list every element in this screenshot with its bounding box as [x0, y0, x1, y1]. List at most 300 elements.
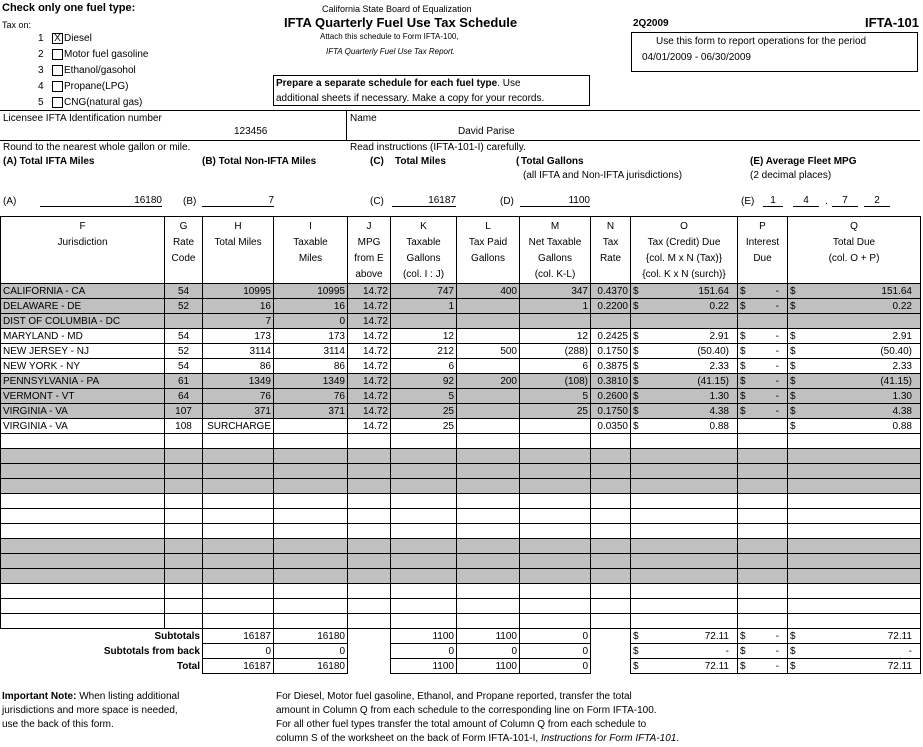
total-ifta-miles-value[interactable]: 16180 — [40, 195, 162, 207]
tax-paid-gallons-cell[interactable]: 200 — [457, 374, 520, 389]
mpg-cell[interactable] — [348, 584, 391, 599]
net-taxable-gallons-cell[interactable] — [520, 614, 591, 629]
total-miles-cell[interactable] — [203, 599, 274, 614]
rate-code-cell[interactable] — [165, 434, 203, 449]
interest-due-cell[interactable] — [738, 434, 788, 449]
tax-due-cell[interactable] — [631, 464, 738, 479]
rate-code-cell[interactable]: 52 — [165, 344, 203, 359]
tax-due-cell[interactable] — [631, 554, 738, 569]
total-miles-cell[interactable] — [203, 479, 274, 494]
tax-paid-gallons-cell[interactable] — [457, 359, 520, 374]
fuel-type-checkbox[interactable] — [52, 49, 63, 60]
mpg-cell[interactable]: 14.72 — [348, 344, 391, 359]
rate-code-cell[interactable]: 54 — [165, 359, 203, 374]
net-taxable-gallons-cell[interactable] — [520, 494, 591, 509]
jurisdiction-cell[interactable] — [1, 464, 165, 479]
interest-due-cell[interactable] — [738, 509, 788, 524]
total-miles-cell[interactable] — [203, 614, 274, 629]
taxable-miles-cell[interactable]: 86 — [274, 359, 348, 374]
jurisdiction-cell[interactable] — [1, 614, 165, 629]
tax-due-cell[interactable] — [631, 434, 738, 449]
taxable-gallons-cell[interactable]: 12 — [391, 329, 457, 344]
tax-paid-gallons-cell[interactable] — [457, 494, 520, 509]
taxable-gallons-cell[interactable] — [391, 584, 457, 599]
tax-rate-cell[interactable] — [591, 464, 631, 479]
tax-rate-cell[interactable] — [591, 434, 631, 449]
net-taxable-gallons-cell[interactable] — [520, 554, 591, 569]
total-miles-cell[interactable] — [203, 539, 274, 554]
taxable-miles-cell[interactable] — [274, 449, 348, 464]
rate-code-cell[interactable] — [165, 449, 203, 464]
taxable-gallons-cell[interactable] — [391, 434, 457, 449]
tax-rate-cell[interactable]: 0.2200 — [591, 299, 631, 314]
tax-paid-gallons-cell[interactable] — [457, 584, 520, 599]
jurisdiction-cell[interactable] — [1, 599, 165, 614]
jurisdiction-cell[interactable] — [1, 494, 165, 509]
tax-paid-gallons-cell[interactable] — [457, 329, 520, 344]
tax-rate-cell[interactable]: 0.3875 — [591, 359, 631, 374]
mpg-cell[interactable] — [348, 464, 391, 479]
tax-paid-gallons-cell[interactable] — [457, 464, 520, 479]
tax-rate-cell[interactable] — [591, 494, 631, 509]
total-due-cell[interactable] — [788, 314, 921, 329]
taxable-gallons-cell[interactable] — [391, 599, 457, 614]
total-miles-cell[interactable] — [203, 554, 274, 569]
taxable-gallons-cell[interactable]: 92 — [391, 374, 457, 389]
total-miles-cell[interactable] — [203, 449, 274, 464]
totals-q-cell[interactable] — [788, 644, 921, 659]
interest-due-cell[interactable] — [738, 449, 788, 464]
tax-paid-gallons-cell[interactable] — [457, 314, 520, 329]
tax-due-cell[interactable] — [631, 374, 738, 389]
taxable-gallons-cell[interactable] — [391, 509, 457, 524]
interest-due-cell[interactable] — [738, 389, 788, 404]
mpg-cell[interactable]: 14.72 — [348, 374, 391, 389]
tax-paid-gallons-cell[interactable] — [457, 404, 520, 419]
total-due-cell[interactable] — [788, 509, 921, 524]
total-miles-cell[interactable] — [203, 434, 274, 449]
tax-due-cell[interactable] — [631, 314, 738, 329]
total-miles-cell[interactable]: 10995 — [203, 284, 274, 299]
taxable-gallons-cell[interactable]: 25 — [391, 419, 457, 434]
total-miles-cell[interactable] — [203, 569, 274, 584]
total-miles-cell[interactable]: 1349 — [203, 374, 274, 389]
total-due-cell[interactable] — [788, 374, 921, 389]
interest-due-cell[interactable] — [738, 299, 788, 314]
taxable-miles-cell[interactable] — [274, 524, 348, 539]
interest-due-cell[interactable] — [738, 404, 788, 419]
tax-due-cell[interactable] — [631, 404, 738, 419]
total-miles-value[interactable]: 16187 — [392, 195, 456, 207]
tax-due-cell[interactable] — [631, 419, 738, 434]
total-due-cell[interactable] — [788, 479, 921, 494]
tax-paid-gallons-cell[interactable] — [457, 539, 520, 554]
interest-due-cell[interactable] — [738, 599, 788, 614]
interest-due-cell[interactable] — [738, 569, 788, 584]
mpg-cell[interactable] — [348, 479, 391, 494]
taxable-gallons-cell[interactable]: 1 — [391, 299, 457, 314]
rate-code-cell[interactable] — [165, 464, 203, 479]
tax-rate-cell[interactable] — [591, 584, 631, 599]
rate-code-cell[interactable]: 108 — [165, 419, 203, 434]
tax-rate-cell[interactable]: 0.1750 — [591, 404, 631, 419]
interest-due-cell[interactable] — [738, 479, 788, 494]
tax-paid-gallons-cell[interactable] — [457, 509, 520, 524]
taxable-gallons-cell[interactable]: 25 — [391, 404, 457, 419]
mpg-cell[interactable]: 14.72 — [348, 284, 391, 299]
totals-o-cell[interactable] — [631, 629, 738, 644]
taxable-miles-cell[interactable] — [274, 539, 348, 554]
interest-due-cell[interactable] — [738, 494, 788, 509]
taxable-miles-cell[interactable]: 1349 — [274, 374, 348, 389]
totals-q-cell[interactable] — [788, 659, 921, 674]
tax-paid-gallons-cell[interactable] — [457, 524, 520, 539]
taxable-gallons-cell[interactable]: 5 — [391, 389, 457, 404]
tax-rate-cell[interactable] — [591, 539, 631, 554]
mpg-cell[interactable] — [348, 599, 391, 614]
total-miles-cell[interactable]: 371 — [203, 404, 274, 419]
tax-due-cell[interactable] — [631, 614, 738, 629]
totals-l-cell[interactable]: 0 — [457, 644, 520, 659]
jurisdiction-cell[interactable]: VERMONT - VT — [1, 389, 165, 404]
rate-code-cell[interactable]: 52 — [165, 299, 203, 314]
jurisdiction-cell[interactable] — [1, 554, 165, 569]
total-due-cell[interactable] — [788, 389, 921, 404]
name-value[interactable]: David Parise — [458, 126, 515, 137]
tax-paid-gallons-cell[interactable]: 400 — [457, 284, 520, 299]
tax-paid-gallons-cell[interactable] — [457, 569, 520, 584]
interest-due-cell[interactable] — [738, 614, 788, 629]
jurisdiction-cell[interactable]: VIRGINIA - VA — [1, 419, 165, 434]
taxable-miles-cell[interactable] — [274, 569, 348, 584]
totals-l-cell[interactable]: 1100 — [457, 629, 520, 644]
mpg-cell[interactable] — [348, 449, 391, 464]
taxable-miles-cell[interactable] — [274, 599, 348, 614]
taxable-gallons-cell[interactable]: 212 — [391, 344, 457, 359]
taxable-gallons-cell[interactable] — [391, 614, 457, 629]
taxable-gallons-cell[interactable] — [391, 539, 457, 554]
interest-due-cell[interactable] — [738, 554, 788, 569]
mpg-cell[interactable] — [348, 509, 391, 524]
rate-code-cell[interactable]: 64 — [165, 389, 203, 404]
jurisdiction-cell[interactable]: DELAWARE - DE — [1, 299, 165, 314]
taxable-gallons-cell[interactable] — [391, 554, 457, 569]
rate-code-cell[interactable]: 54 — [165, 284, 203, 299]
jurisdiction-cell[interactable]: MARYLAND - MD — [1, 329, 165, 344]
total-due-cell[interactable] — [788, 344, 921, 359]
taxable-miles-cell[interactable] — [274, 614, 348, 629]
taxable-gallons-cell[interactable] — [391, 449, 457, 464]
taxable-gallons-cell[interactable] — [391, 494, 457, 509]
totals-i-cell[interactable]: 16180 — [274, 659, 348, 674]
jurisdiction-cell[interactable] — [1, 584, 165, 599]
taxable-miles-cell[interactable]: 16 — [274, 299, 348, 314]
tax-paid-gallons-cell[interactable] — [457, 449, 520, 464]
net-taxable-gallons-cell[interactable]: 1 — [520, 299, 591, 314]
tax-paid-gallons-cell[interactable] — [457, 599, 520, 614]
tax-due-cell[interactable] — [631, 449, 738, 464]
interest-due-cell[interactable] — [738, 524, 788, 539]
interest-due-cell[interactable] — [738, 284, 788, 299]
rate-code-cell[interactable] — [165, 599, 203, 614]
tax-rate-cell[interactable]: 0.2600 — [591, 389, 631, 404]
total-due-cell[interactable] — [788, 614, 921, 629]
rate-code-cell[interactable] — [165, 614, 203, 629]
mpg-cell[interactable] — [348, 524, 391, 539]
total-due-cell[interactable] — [788, 359, 921, 374]
taxable-miles-cell[interactable] — [274, 509, 348, 524]
tax-rate-cell[interactable]: 0.3810 — [591, 374, 631, 389]
totals-k-cell[interactable]: 0 — [391, 644, 457, 659]
total-gallons-value[interactable]: 1100 — [520, 195, 590, 207]
taxable-gallons-cell[interactable] — [391, 569, 457, 584]
total-miles-cell[interactable]: 7 — [203, 314, 274, 329]
mpg-cell[interactable]: 14.72 — [348, 329, 391, 344]
fuel-type-checkbox[interactable] — [52, 81, 63, 92]
total-miles-cell[interactable]: 3114 — [203, 344, 274, 359]
tax-rate-cell[interactable] — [591, 524, 631, 539]
totals-o-cell[interactable] — [631, 659, 738, 674]
jurisdiction-cell[interactable] — [1, 524, 165, 539]
mpg-cell[interactable]: 14.72 — [348, 314, 391, 329]
licensee-value[interactable]: 123456 — [234, 126, 268, 137]
taxable-miles-cell[interactable]: 76 — [274, 389, 348, 404]
jurisdiction-cell[interactable] — [1, 434, 165, 449]
totals-i-cell[interactable]: 0 — [274, 644, 348, 659]
tax-rate-cell[interactable]: 0.0350 — [591, 419, 631, 434]
interest-due-cell[interactable] — [738, 359, 788, 374]
tax-rate-cell[interactable] — [591, 509, 631, 524]
tax-due-cell[interactable] — [631, 359, 738, 374]
taxable-miles-cell[interactable]: 371 — [274, 404, 348, 419]
total-due-cell[interactable] — [788, 329, 921, 344]
fuel-type-checkbox[interactable] — [52, 65, 63, 76]
totals-p-cell[interactable] — [738, 659, 788, 674]
jurisdiction-cell[interactable] — [1, 479, 165, 494]
rate-code-cell[interactable] — [165, 494, 203, 509]
taxable-miles-cell[interactable] — [274, 584, 348, 599]
mpg-cell[interactable] — [348, 569, 391, 584]
net-taxable-gallons-cell[interactable] — [520, 449, 591, 464]
taxable-miles-cell[interactable]: 3114 — [274, 344, 348, 359]
rate-code-cell[interactable]: 61 — [165, 374, 203, 389]
total-due-cell[interactable] — [788, 449, 921, 464]
mpg-cell[interactable] — [348, 494, 391, 509]
tax-due-cell[interactable] — [631, 329, 738, 344]
tax-paid-gallons-cell[interactable] — [457, 389, 520, 404]
total-due-cell[interactable] — [788, 569, 921, 584]
net-taxable-gallons-cell[interactable] — [520, 314, 591, 329]
taxable-gallons-cell[interactable] — [391, 479, 457, 494]
jurisdiction-cell[interactable]: PENNSYLVANIA - PA — [1, 374, 165, 389]
taxable-miles-cell[interactable] — [274, 434, 348, 449]
fuel-type-checkbox[interactable] — [52, 97, 63, 108]
total-due-cell[interactable] — [788, 539, 921, 554]
tax-rate-cell[interactable]: 0.4370 — [591, 284, 631, 299]
total-due-cell[interactable] — [788, 284, 921, 299]
tax-paid-gallons-cell[interactable]: 500 — [457, 344, 520, 359]
mpg-digit-4[interactable]: 2 — [864, 195, 890, 207]
taxable-miles-cell[interactable] — [274, 479, 348, 494]
net-taxable-gallons-cell[interactable] — [520, 599, 591, 614]
taxable-miles-cell[interactable]: 173 — [274, 329, 348, 344]
tax-due-cell[interactable] — [631, 584, 738, 599]
tax-paid-gallons-cell[interactable] — [457, 479, 520, 494]
tax-due-cell[interactable] — [631, 479, 738, 494]
tax-rate-cell[interactable] — [591, 554, 631, 569]
tax-rate-cell[interactable]: 0.2425 — [591, 329, 631, 344]
rate-code-cell[interactable] — [165, 584, 203, 599]
total-due-cell[interactable] — [788, 434, 921, 449]
taxable-miles-cell[interactable] — [274, 554, 348, 569]
total-due-cell[interactable] — [788, 404, 921, 419]
mpg-digit-3[interactable]: 7 — [832, 195, 858, 207]
mpg-cell[interactable] — [348, 614, 391, 629]
mpg-cell[interactable]: 14.72 — [348, 419, 391, 434]
taxable-miles-cell[interactable]: 0 — [274, 314, 348, 329]
net-taxable-gallons-cell[interactable]: (288) — [520, 344, 591, 359]
tax-due-cell[interactable] — [631, 284, 738, 299]
total-miles-cell[interactable]: 86 — [203, 359, 274, 374]
net-taxable-gallons-cell[interactable]: 347 — [520, 284, 591, 299]
rate-code-cell[interactable] — [165, 509, 203, 524]
interest-due-cell[interactable] — [738, 584, 788, 599]
totals-p-cell[interactable] — [738, 629, 788, 644]
total-due-cell[interactable] — [788, 554, 921, 569]
mpg-cell[interactable] — [348, 554, 391, 569]
totals-m-cell[interactable]: 0 — [520, 629, 591, 644]
taxable-gallons-cell[interactable]: 6 — [391, 359, 457, 374]
tax-rate-cell[interactable] — [591, 314, 631, 329]
taxable-gallons-cell[interactable] — [391, 524, 457, 539]
tax-paid-gallons-cell[interactable] — [457, 419, 520, 434]
tax-due-cell[interactable] — [631, 299, 738, 314]
jurisdiction-cell[interactable]: CALIFORNIA - CA — [1, 284, 165, 299]
tax-paid-gallons-cell[interactable] — [457, 614, 520, 629]
rate-code-cell[interactable]: 107 — [165, 404, 203, 419]
totals-o-cell[interactable] — [631, 644, 738, 659]
total-miles-cell[interactable]: 16 — [203, 299, 274, 314]
jurisdiction-cell[interactable]: VIRGINIA - VA — [1, 404, 165, 419]
net-taxable-gallons-cell[interactable] — [520, 569, 591, 584]
totals-h-cell[interactable]: 0 — [203, 644, 274, 659]
jurisdiction-cell[interactable] — [1, 449, 165, 464]
tax-rate-cell[interactable]: 0.1750 — [591, 344, 631, 359]
totals-m-cell[interactable]: 0 — [520, 644, 591, 659]
totals-p-cell[interactable] — [738, 644, 788, 659]
totals-h-cell[interactable]: 16187 — [203, 659, 274, 674]
tax-due-cell[interactable] — [631, 599, 738, 614]
interest-due-cell[interactable] — [738, 329, 788, 344]
total-due-cell[interactable] — [788, 299, 921, 314]
net-taxable-gallons-cell[interactable] — [520, 464, 591, 479]
tax-due-cell[interactable] — [631, 539, 738, 554]
total-due-cell[interactable] — [788, 599, 921, 614]
totals-q-cell[interactable] — [788, 629, 921, 644]
net-taxable-gallons-cell[interactable] — [520, 539, 591, 554]
total-due-cell[interactable] — [788, 419, 921, 434]
taxable-miles-cell[interactable] — [274, 464, 348, 479]
tax-rate-cell[interactable] — [591, 449, 631, 464]
jurisdiction-cell[interactable]: NEW YORK - NY — [1, 359, 165, 374]
tax-due-cell[interactable] — [631, 569, 738, 584]
taxable-gallons-cell[interactable]: 747 — [391, 284, 457, 299]
mpg-cell[interactable] — [348, 539, 391, 554]
tax-rate-cell[interactable] — [591, 479, 631, 494]
net-taxable-gallons-cell[interactable]: 25 — [520, 404, 591, 419]
fuel-type-checkbox[interactable]: X — [52, 33, 63, 44]
jurisdiction-cell[interactable] — [1, 539, 165, 554]
tax-due-cell[interactable] — [631, 494, 738, 509]
total-non-ifta-miles-value[interactable]: 7 — [202, 195, 274, 207]
interest-due-cell[interactable] — [738, 419, 788, 434]
net-taxable-gallons-cell[interactable] — [520, 524, 591, 539]
total-miles-cell[interactable] — [203, 509, 274, 524]
totals-i-cell[interactable]: 16180 — [274, 629, 348, 644]
tax-due-cell[interactable] — [631, 524, 738, 539]
jurisdiction-cell[interactable] — [1, 569, 165, 584]
tax-rate-cell[interactable] — [591, 569, 631, 584]
net-taxable-gallons-cell[interactable]: 5 — [520, 389, 591, 404]
total-miles-cell[interactable] — [203, 494, 274, 509]
total-miles-cell[interactable]: 76 — [203, 389, 274, 404]
interest-due-cell[interactable] — [738, 464, 788, 479]
tax-due-cell[interactable] — [631, 389, 738, 404]
total-miles-cell[interactable]: 173 — [203, 329, 274, 344]
totals-m-cell[interactable]: 0 — [520, 659, 591, 674]
taxable-miles-cell[interactable] — [274, 494, 348, 509]
total-due-cell[interactable] — [788, 494, 921, 509]
total-due-cell[interactable] — [788, 524, 921, 539]
mpg-cell[interactable]: 14.72 — [348, 359, 391, 374]
rate-code-cell[interactable] — [165, 569, 203, 584]
total-miles-cell[interactable] — [203, 524, 274, 539]
interest-due-cell[interactable] — [738, 539, 788, 554]
net-taxable-gallons-cell[interactable] — [520, 434, 591, 449]
taxable-miles-cell[interactable] — [274, 419, 348, 434]
jurisdiction-cell[interactable]: DIST OF COLUMBIA - DC — [1, 314, 165, 329]
mpg-cell[interactable] — [348, 434, 391, 449]
totals-h-cell[interactable]: 16187 — [203, 629, 274, 644]
taxable-gallons-cell[interactable] — [391, 464, 457, 479]
net-taxable-gallons-cell[interactable]: 12 — [520, 329, 591, 344]
rate-code-cell[interactable] — [165, 524, 203, 539]
tax-paid-gallons-cell[interactable] — [457, 554, 520, 569]
rate-code-cell[interactable]: 54 — [165, 329, 203, 344]
rate-code-cell[interactable] — [165, 479, 203, 494]
tax-paid-gallons-cell[interactable] — [457, 299, 520, 314]
net-taxable-gallons-cell[interactable]: 6 — [520, 359, 591, 374]
rate-code-cell[interactable] — [165, 539, 203, 554]
total-miles-cell[interactable] — [203, 584, 274, 599]
taxable-miles-cell[interactable]: 10995 — [274, 284, 348, 299]
net-taxable-gallons-cell[interactable] — [520, 479, 591, 494]
net-taxable-gallons-cell[interactable] — [520, 509, 591, 524]
totals-k-cell[interactable]: 1100 — [391, 659, 457, 674]
tax-paid-gallons-cell[interactable] — [457, 434, 520, 449]
net-taxable-gallons-cell[interactable]: (108) — [520, 374, 591, 389]
rate-code-cell[interactable] — [165, 554, 203, 569]
mpg-digit-1[interactable]: 1 — [763, 195, 783, 207]
interest-due-cell[interactable] — [738, 344, 788, 359]
total-miles-cell[interactable]: SURCHARGE — [203, 419, 274, 434]
mpg-cell[interactable]: 14.72 — [348, 299, 391, 314]
rate-code-cell[interactable] — [165, 314, 203, 329]
mpg-cell[interactable]: 14.72 — [348, 404, 391, 419]
jurisdiction-cell[interactable]: NEW JERSEY - NJ — [1, 344, 165, 359]
total-miles-cell[interactable] — [203, 464, 274, 479]
totals-k-cell[interactable]: 1100 — [391, 629, 457, 644]
